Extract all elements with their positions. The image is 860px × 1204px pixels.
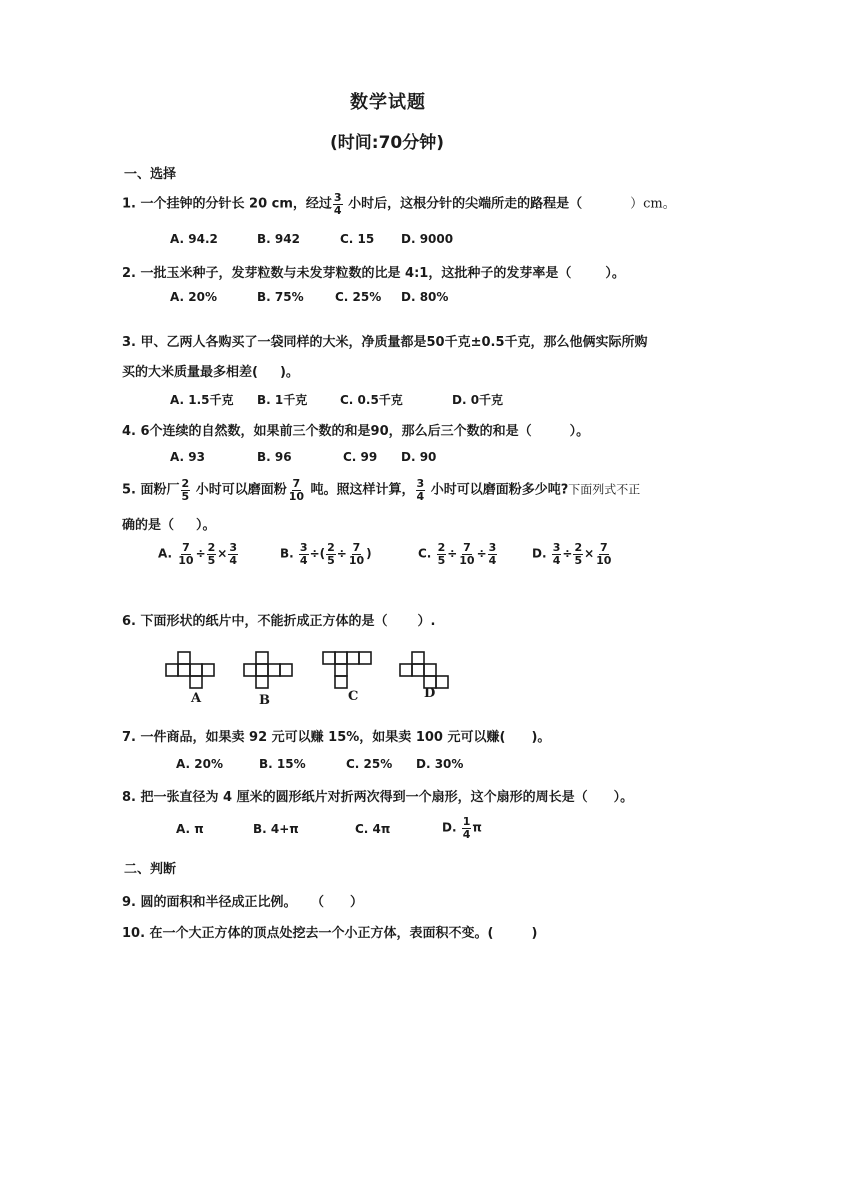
net-d[interactable] bbox=[400, 652, 448, 688]
q3-option-a[interactable]: A. 1.5千克 bbox=[170, 393, 234, 407]
question-5-line-1: 5. 面粉厂 $\frac{2}{5}$ 小时可以磨面粉 $\frac{7}{10}$ 吨。照这样计算， $\frac{3}{4}$ 小时可以磨面粉多少吨?下面列式不正 bbox=[122, 477, 641, 503]
net-label-a: A bbox=[191, 691, 202, 706]
q4-option-c[interactable]: C. 99 bbox=[343, 450, 378, 464]
fraction: $\frac{7}{10}$ bbox=[596, 541, 612, 567]
q2-option-d[interactable]: D. 80% bbox=[401, 290, 449, 304]
net-a[interactable] bbox=[166, 652, 214, 688]
fraction: $\frac{7}{10}$ bbox=[178, 541, 194, 567]
fraction: $\frac{3}{4}$ bbox=[488, 541, 497, 567]
q8-option-a[interactable]: A. π bbox=[176, 822, 204, 836]
section-choice: 一、选择 bbox=[124, 167, 177, 182]
q5-option-c[interactable]: C. $\frac{2}{5}$ ÷ $\frac{7}{10}$ ÷ $\frac{3}{4}$ bbox=[418, 541, 497, 567]
question-5-tail: 下面列式不正 bbox=[568, 482, 641, 497]
fraction: $\frac{1}{4}$ bbox=[462, 815, 471, 841]
q2-option-b[interactable]: B. 75% bbox=[257, 290, 304, 304]
fraction: $\frac{3}{4}$ bbox=[333, 191, 342, 217]
question-7: 7. 一件商品，如果卖 92 元可以赚 15%，如果卖 100 元可以赚( )。 bbox=[122, 730, 551, 745]
page-subtitle: (时间:70分钟) bbox=[330, 133, 444, 153]
cube-nets-figure bbox=[160, 648, 460, 708]
question-2: 2. 一批玉米种子，发芽粒数与未发芽粒数的比是 4:1，这批种子的发芽率是（ ）。 bbox=[122, 266, 625, 281]
page-title: 数学试题 bbox=[350, 92, 426, 113]
fraction: $\frac{7}{10}$ bbox=[459, 541, 475, 567]
fraction: $\frac{2}{5}$ bbox=[327, 541, 335, 567]
q1-option-d[interactable]: D. 9000 bbox=[401, 232, 454, 246]
question-6: 6. 下面形状的纸片中，不能折成正方体的是（ ）. bbox=[122, 614, 436, 629]
net-label-c: C bbox=[348, 689, 359, 704]
fraction: $\frac{7}{10}$ bbox=[288, 477, 305, 503]
question-4: 4. 6个连续的自然数，如果前三个数的和是90，那么后三个数的和是（ ）。 bbox=[122, 424, 590, 439]
q8-option-b[interactable]: B. 4+π bbox=[253, 822, 299, 836]
question-1-end: ）cm。 bbox=[630, 196, 676, 212]
q4-option-a[interactable]: A. 93 bbox=[170, 450, 205, 464]
q4-option-d[interactable]: D. 90 bbox=[401, 450, 437, 464]
fraction: $\frac{7}{10}$ bbox=[348, 541, 365, 567]
q3-option-b[interactable]: B. 1千克 bbox=[257, 393, 308, 407]
fraction: $\frac{2}{5}$ bbox=[207, 541, 216, 567]
cube-nets-svg bbox=[160, 648, 460, 708]
q7-option-b[interactable]: B. 15% bbox=[259, 757, 306, 771]
question-8: 8. 把一张直径为 4 厘米的圆形纸片对折两次得到一个扇形，这个扇形的周长是（ ）。 bbox=[122, 790, 634, 805]
q8-option-c[interactable]: C. 4π bbox=[355, 822, 391, 836]
q2-option-a[interactable]: A. 20% bbox=[170, 290, 217, 304]
question-1 bbox=[122, 192, 676, 216]
q1-option-b[interactable]: B. 942 bbox=[257, 232, 300, 246]
q5-option-b[interactable]: B. $\frac{3}{4}$ ÷( $\frac{2}{5}$ ÷ $\frac{7}{10}$ ) bbox=[280, 541, 372, 567]
fraction: $\frac{3}{4}$ bbox=[416, 477, 425, 503]
q5-option-a[interactable]: A. $\frac{7}{10}$ ÷ $\frac{2}{5}$ × $\frac{3}{4}$ bbox=[158, 541, 238, 567]
fraction: $\frac{3}{4}$ bbox=[552, 541, 561, 567]
fraction: $\frac{2}{5}$ bbox=[574, 541, 583, 567]
question-9: 9. 圆的面积和半径成正比例。 （ ） bbox=[122, 895, 364, 910]
question-3-line-2: 买的大米质量最多相差( )。 bbox=[122, 365, 299, 380]
question-1-post: 小时后，这根分针的尖端所走的路程是（ bbox=[343, 196, 583, 212]
fraction: $\frac{2}{5}$ bbox=[181, 477, 190, 503]
q8-option-d[interactable]: D. $\frac{1}{4}$ π bbox=[442, 815, 482, 841]
q2-option-c[interactable]: C. 25% bbox=[335, 290, 382, 304]
question-5-line-2: 确的是（ ）。 bbox=[122, 518, 216, 533]
q1-option-c[interactable]: C. 15 bbox=[340, 232, 375, 246]
q7-option-c[interactable]: C. 25% bbox=[346, 757, 393, 771]
question-1-pre: 1. 一个挂钟的分针长 20 cm，经过 bbox=[122, 196, 332, 212]
net-b[interactable] bbox=[244, 652, 292, 688]
q5-option-d[interactable]: D. $\frac{3}{4}$ ÷ $\frac{2}{5}$ × $\frac{7}{10}$ bbox=[532, 541, 612, 567]
question-10: 10. 在一个大正方体的顶点处挖去一个小正方体，表面积不变。( ) bbox=[122, 926, 538, 941]
fraction: $\frac{3}{4}$ bbox=[299, 541, 308, 567]
answer-blank[interactable]: （ ） bbox=[311, 895, 364, 910]
q3-option-d[interactable]: D. 0千克 bbox=[452, 393, 504, 407]
net-label-b: B bbox=[259, 693, 270, 708]
q4-option-b[interactable]: B. 96 bbox=[257, 450, 292, 464]
q7-option-d[interactable]: D. 30% bbox=[416, 757, 464, 771]
q3-option-c[interactable]: C. 0.5千克 bbox=[340, 393, 403, 407]
section-judge: 二、判断 bbox=[124, 862, 177, 877]
q1-option-a[interactable]: A. 94.2 bbox=[170, 232, 218, 246]
net-label-d: D bbox=[424, 686, 436, 701]
fraction: $\frac{2}{5}$ bbox=[437, 541, 446, 567]
question-3-line-1: 3. 甲、乙两人各购买了一袋同样的大米，净质量都是50千克±0.5千克，那么他俩实际所购 bbox=[122, 335, 648, 350]
q7-option-a[interactable]: A. 20% bbox=[176, 757, 223, 771]
fraction: $\frac{3}{4}$ bbox=[229, 541, 238, 567]
net-c[interactable] bbox=[323, 652, 371, 688]
